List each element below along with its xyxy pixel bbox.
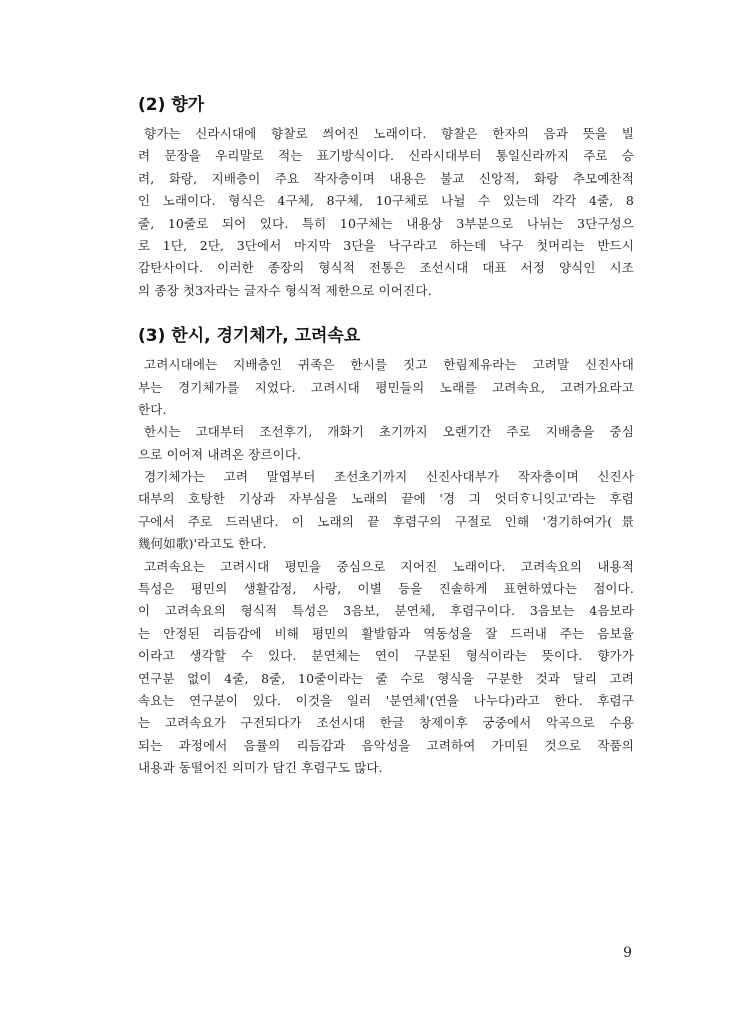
- text-line: 이 고려속요의 형식적 특성은 3음보, 분연체, 후렴구이다. 3음보는 4음보라: [138, 603, 634, 619]
- text-line: 으로 이어져 내려온 장르이다.: [138, 446, 302, 462]
- text-line: 려 문장을 우리말로 적는 표기방식이다. 신라시대부터 통일신라까지 주로 승: [138, 148, 634, 164]
- text-line: 연구분 없이 4줄, 8줄, 10줄이라는 줄 수로 형식을 구분한 것과 달리 고려: [138, 670, 634, 686]
- section-hyangga: [138, 93, 634, 302]
- text-line: 향가는 신라시대에 향찰로 씌어진 노래이다. 향찰은 한자의 음과 뜻을 빌: [144, 126, 634, 141]
- text-line: 고려속요는 고려시대 평민을 중심으로 지어진 노래이다. 고려속요의 내용적: [144, 558, 634, 574]
- text-line: 한다.: [138, 401, 167, 417]
- text-line: 의 종장 첫3자라는 글자수 형식적 제한으로 이어진다.: [138, 282, 432, 298]
- paragraph: [138, 556, 634, 780]
- paragraph: [138, 123, 634, 302]
- paragraph: [138, 466, 634, 556]
- text-line: 려, 화랑, 지배층이 주요 작자층이며 내용은 불교 신앙적, 화랑 추모예찬적: [138, 170, 634, 186]
- text-line: 감탄사이다. 이러한 종장의 형식적 전통은 조선시대 대표 서정 양식인 시조: [138, 260, 634, 276]
- page-number: 9: [623, 945, 632, 961]
- text-line: 인 노래이다. 형식은 4구체, 8구체, 10구체로 나뉠 수 있는데 각각 4줄, 8: [138, 193, 634, 209]
- section-heading: (3) 한시, 경기체가, 고려속요: [138, 326, 361, 347]
- section-heading: (2) 향가: [138, 95, 205, 115]
- text-line: 幾何如歌)'라고도 한다.: [138, 536, 267, 552]
- text-line: 특성은 평민의 생활감정, 사랑, 이별 등을 진솔하게 표현하였다는 점이다.: [138, 581, 634, 597]
- text-line: 한시는 고대부터 조선후기, 개화기 초기까지 오랜기간 주로 지배층을 중심: [144, 424, 634, 440]
- text-line: 되는 과정에서 음률의 리듬감과 음악성을 고려하여 가미된 것으로 작품의: [138, 737, 634, 753]
- text-line: 고려시대에는 지배층인 귀족은 한시를 짓고 한림제유라는 고려말 신진사대: [144, 357, 634, 373]
- text-line: 이라고 생각할 수 있다. 분연체는 연이 구분된 형식이라는 뜻이다. 향가가: [138, 648, 634, 664]
- text-line: 는 고려속요가 구전되다가 조선시대 한글 창제이후 궁중에서 악곡으로 수용: [138, 715, 634, 731]
- paragraph: [138, 354, 634, 421]
- text-line: 대부의 호탕한 기상과 자부심을 노래의 끝에 '경 긔 엇더ᄒᆞ니잇고'라는 후렴: [138, 491, 634, 507]
- text-line: 부는 경기체가를 지었다. 고려시대 평민들의 노래를 고려속요, 고려가요라고: [138, 379, 634, 395]
- text-line: 줄, 10줄로 되어 있다. 특히 10구체는 내용상 3부분으로 나뉘는 3단구성으: [138, 215, 634, 231]
- text-line: 내용과 동떨어진 의미가 담긴 후렴구도 많다.: [138, 760, 383, 776]
- paragraph: [138, 421, 634, 466]
- text-line: 속요는 연구분이 있다. 이것을 일러 '분연체'(연을 나누다)라고 한다. 후렴구: [138, 692, 634, 708]
- text-line: 로 1단, 2단, 3단에서 마지막 3단을 낙구라고 하는데 낙구 첫머리는 반드시: [138, 237, 634, 253]
- text-line: 경기체가는 고려 말엽부터 조선초기까지 신진사대부가 작자층이며 신진사: [144, 469, 634, 485]
- section-hansi-gyeonggi-goryeo: [138, 324, 634, 779]
- page-content: [138, 93, 634, 802]
- text-line: 는 안정된 리듬감에 비해 평민의 활발함과 역동성을 잘 드러내 주는 음보율: [138, 625, 634, 641]
- text-line: 구에서 주로 드러낸다. 이 노래의 끝 후렴구의 구절로 인해 '경기하여가(景: [138, 513, 634, 529]
